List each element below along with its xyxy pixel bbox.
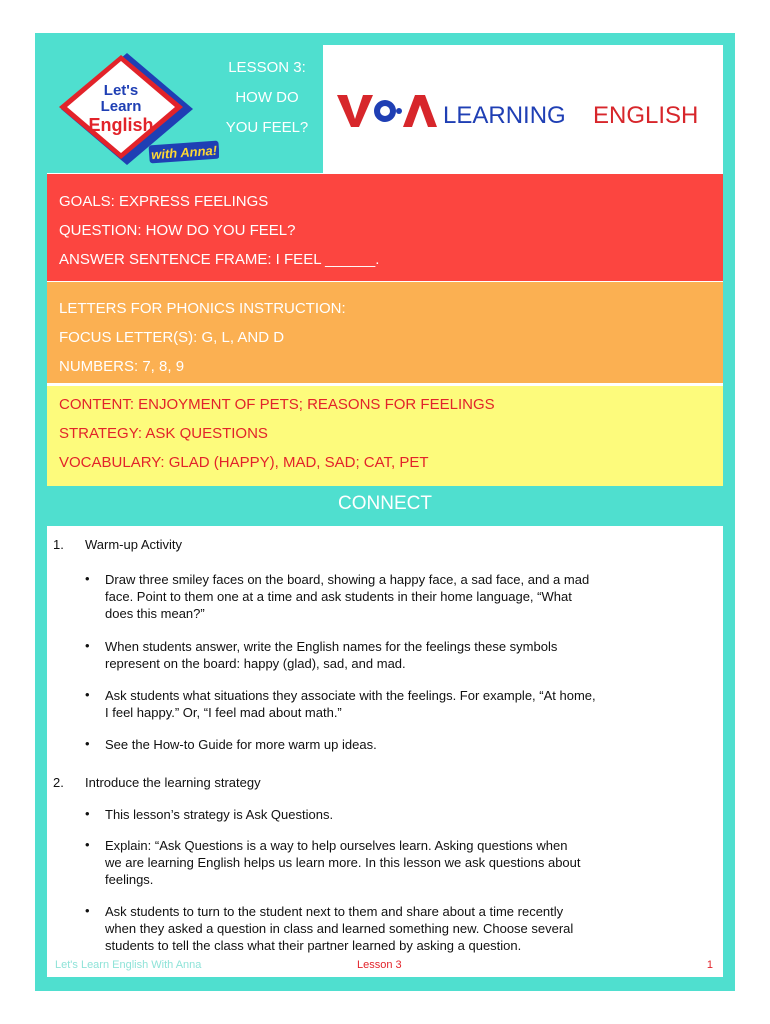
- logo-with-anna: with Anna!: [150, 142, 218, 163]
- list-item-text: This lesson’s strategy is Ask Questions.: [105, 807, 334, 822]
- section-title-warmup: Warm-up Activity: [85, 537, 183, 552]
- list-item-text: face. Point to them one at a time and ask students in their home language, “What: [105, 589, 572, 604]
- list-item-text: students to tell the class what their partner learned by asking a question.: [105, 938, 522, 953]
- section-number: 1.: [53, 537, 64, 552]
- bullet-icon: •: [85, 736, 90, 751]
- connect-band: [47, 486, 723, 526]
- page-border: [35, 33, 735, 991]
- logo-lets: Let's: [103, 82, 139, 99]
- answer-frame-line: ANSWER SENTENCE FRAME: I FEEL ______.: [59, 251, 380, 268]
- page-number: 1: [706, 959, 713, 971]
- question-line: QUESTION: HOW DO YOU FEEL?: [59, 222, 296, 239]
- voa-english-text: ENGLISH: [593, 102, 699, 129]
- lesson-title-line-3: YOU FEEL?: [225, 119, 309, 136]
- list-item-text: when they asked a question in class and learned something new. Choose several: [105, 921, 574, 936]
- content-line: CONTENT: ENJOYMENT OF PETS; REASONS FOR FEELINGS: [59, 396, 495, 413]
- phonics-band: [47, 282, 723, 383]
- vocabulary-line: VOCABULARY: GLAD (HAPPY), MAD, SAD; CAT, PET: [59, 454, 429, 471]
- list-item-text: See the How-to Guide for more warm up ideas.: [105, 737, 377, 752]
- bullet-icon: •: [85, 687, 90, 702]
- phonics-line: LETTERS FOR PHONICS INSTRUCTION:: [59, 300, 346, 317]
- list-item-text: Explain: “Ask Questions is a way to help ourselves learn. Asking questions when: [105, 838, 568, 853]
- bullet-icon: •: [85, 806, 90, 821]
- list-item-text: Ask students what situations they associate with the feelings. For example, “At home,: [105, 688, 596, 703]
- voa-learning-english-logo: [335, 89, 715, 129]
- section-number: 2.: [53, 775, 64, 790]
- voa-learning-text: LEARNING: [443, 102, 566, 129]
- list-item-text: When students answer, write the English names for the feelings these symbols: [105, 639, 558, 654]
- bullet-icon: •: [85, 571, 90, 586]
- header-right-panel: [329, 45, 723, 173]
- focus-letters-line: FOCUS LETTER(S): G, L, AND D: [59, 329, 285, 346]
- goals-line: GOALS: EXPRESS FEELINGS: [59, 193, 269, 210]
- lesson-title: [217, 53, 317, 143]
- lets-learn-english-logo: [49, 51, 219, 171]
- page: [47, 45, 723, 977]
- list-item-text: we are learning English helps us learn more. In this lesson we ask questions about: [105, 855, 581, 870]
- footer-lesson: Lesson 3: [357, 959, 402, 971]
- list-item-text: I feel happy.” Or, “I feel mad about math.”: [105, 705, 342, 720]
- section-title: CONNECT: [338, 493, 432, 514]
- numbers-line: NUMBERS: 7, 8, 9: [59, 358, 185, 375]
- bullet-icon: •: [85, 638, 90, 653]
- list-item-text: Draw three smiley faces on the board, showing a happy face, a sad face, and a mad: [105, 572, 590, 587]
- footer-title: Let's Learn English With Anna: [55, 959, 202, 971]
- section-title-strategy: Introduce the learning strategy: [85, 775, 261, 790]
- list-item-text: represent on the board: happy (glad), sad, and mad.: [105, 656, 406, 671]
- strategy-line: STRATEGY: ASK QUESTIONS: [59, 425, 268, 442]
- content-band: [47, 386, 723, 486]
- lesson-title-line-1: LESSON 3:: [228, 59, 306, 76]
- logo-learn: Learn: [100, 98, 142, 115]
- voa-logo-text: VOA: [335, 103, 338, 104]
- logo-english: English: [88, 115, 154, 135]
- goals-band: [47, 174, 723, 281]
- list-item-text: feelings.: [105, 872, 154, 887]
- bullet-icon: •: [85, 837, 90, 852]
- list-item-text: Ask students to turn to the student next to them and share about a time recently: [105, 904, 564, 919]
- lesson-title-line-2: HOW DO: [235, 89, 299, 106]
- header-left-panel: [47, 45, 323, 173]
- bullet-icon: •: [85, 903, 90, 918]
- list-item-text: does this mean?”: [105, 606, 205, 621]
